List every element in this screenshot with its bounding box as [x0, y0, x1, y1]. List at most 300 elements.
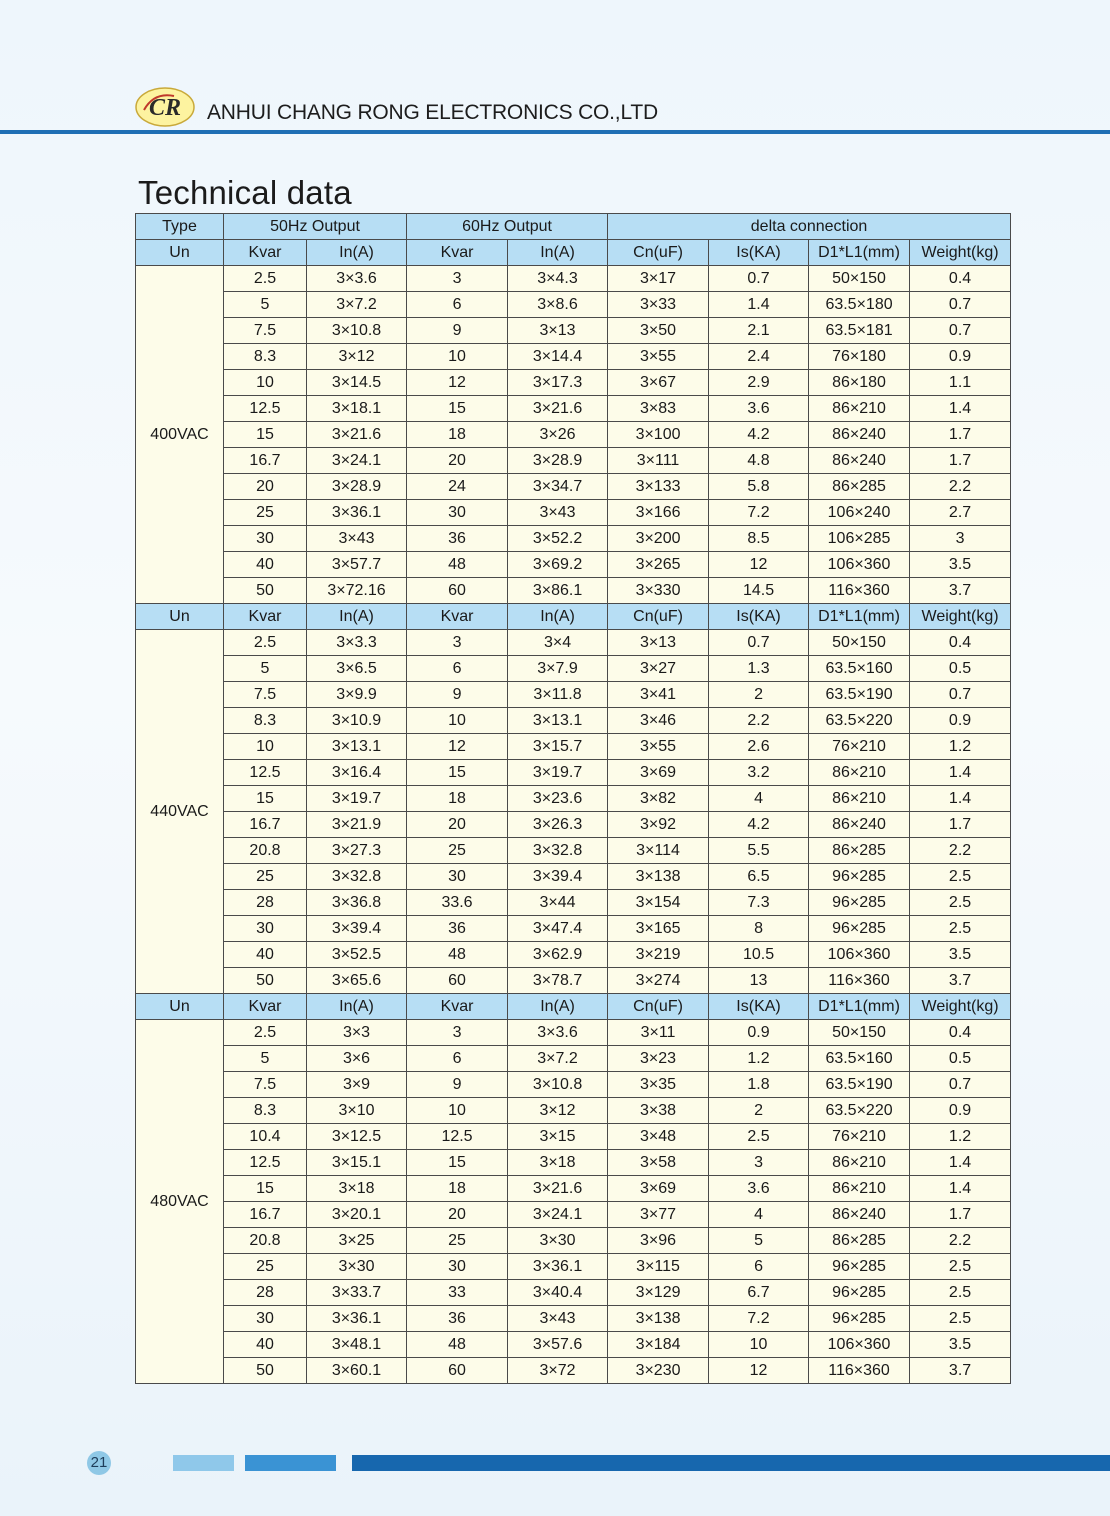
dimension-cell: 106×360	[809, 942, 910, 968]
kvar60-cell: 18	[407, 1176, 508, 1202]
in60-cell: 3×30	[508, 1228, 608, 1254]
kvar50-cell: 15	[224, 786, 307, 812]
page-number: 21	[87, 1451, 111, 1475]
weight-cell: 2.5	[910, 890, 1011, 916]
kvar50-cell: 8.3	[224, 344, 307, 370]
in60-cell: 3×32.8	[508, 838, 608, 864]
dimension-cell: 50×150	[809, 266, 910, 292]
kvar60-cell: 10	[407, 1098, 508, 1124]
kvar50-cell: 10.4	[224, 1124, 307, 1150]
table-row	[136, 630, 1011, 656]
kvar60-cell: 12.5	[407, 1124, 508, 1150]
table-row	[136, 1306, 1011, 1332]
is-header: Is(KA)	[709, 240, 809, 266]
weight-header: Weight(kg)	[910, 604, 1011, 630]
kvar50-header: Kvar	[224, 604, 307, 630]
table-row	[136, 708, 1011, 734]
dimension-cell: 86×285	[809, 474, 910, 500]
kvar50-cell: 25	[224, 864, 307, 890]
in50-cell: 3×18	[307, 1176, 407, 1202]
kvar50-cell: 5	[224, 292, 307, 318]
kvar60-cell: 20	[407, 1202, 508, 1228]
dimension-cell: 96×285	[809, 916, 910, 942]
in60-cell: 3×28.9	[508, 448, 608, 474]
table-row	[136, 890, 1011, 916]
dimension-cell: 50×150	[809, 630, 910, 656]
delta-connection-header: delta connection	[608, 214, 1011, 240]
cn-cell: 3×165	[608, 916, 709, 942]
is-cell: 3.6	[709, 396, 809, 422]
cn-cell: 3×27	[608, 656, 709, 682]
cn-cell: 3×38	[608, 1098, 709, 1124]
weight-cell: 2.5	[910, 1306, 1011, 1332]
table-row	[136, 1098, 1011, 1124]
in50-cell: 3×10.8	[307, 318, 407, 344]
kvar50-cell: 15	[224, 422, 307, 448]
in50-header: In(A)	[307, 994, 407, 1020]
weight-cell: 0.4	[910, 630, 1011, 656]
column-header-row	[136, 994, 1011, 1020]
dimension-cell: 86×210	[809, 1150, 910, 1176]
is-cell: 1.2	[709, 1046, 809, 1072]
in50-cell: 3×13.1	[307, 734, 407, 760]
cn-cell: 3×100	[608, 422, 709, 448]
cn-header: Cn(uF)	[608, 240, 709, 266]
is-cell: 4.2	[709, 812, 809, 838]
is-cell: 14.5	[709, 578, 809, 604]
kvar50-cell: 10	[224, 370, 307, 396]
dimension-cell: 63.5×220	[809, 1098, 910, 1124]
is-header: Is(KA)	[709, 604, 809, 630]
dimension-cell: 86×285	[809, 1228, 910, 1254]
in60-cell: 3×24.1	[508, 1202, 608, 1228]
in60-cell: 3×7.2	[508, 1046, 608, 1072]
weight-header: Weight(kg)	[910, 240, 1011, 266]
kvar50-cell: 25	[224, 1254, 307, 1280]
is-cell: 2.2	[709, 708, 809, 734]
in60-cell: 3×3.6	[508, 1020, 608, 1046]
kvar50-cell: 16.7	[224, 448, 307, 474]
in60-cell: 3×4	[508, 630, 608, 656]
cn-cell: 3×138	[608, 1306, 709, 1332]
cn-cell: 3×48	[608, 1124, 709, 1150]
weight-cell: 1.1	[910, 370, 1011, 396]
kvar60-cell: 25	[407, 1228, 508, 1254]
in60-cell: 3×34.7	[508, 474, 608, 500]
cn-cell: 3×219	[608, 942, 709, 968]
is-cell: 0.7	[709, 266, 809, 292]
in60-header: In(A)	[508, 994, 608, 1020]
is-cell: 10.5	[709, 942, 809, 968]
dimension-cell: 76×210	[809, 1124, 910, 1150]
kvar60-cell: 30	[407, 1254, 508, 1280]
kvar60-cell: 60	[407, 1358, 508, 1384]
kvar60-cell: 18	[407, 786, 508, 812]
in60-cell: 3×13.1	[508, 708, 608, 734]
is-cell: 4	[709, 786, 809, 812]
in60-header: In(A)	[508, 604, 608, 630]
table-row	[136, 760, 1011, 786]
hz50-header: 50Hz Output	[224, 214, 407, 240]
dimension-cell: 76×210	[809, 734, 910, 760]
kvar60-cell: 3	[407, 630, 508, 656]
dimension-cell: 50×150	[809, 1020, 910, 1046]
kvar60-cell: 60	[407, 968, 508, 994]
in50-cell: 3×20.1	[307, 1202, 407, 1228]
in50-cell: 3×72.16	[307, 578, 407, 604]
kvar60-cell: 25	[407, 838, 508, 864]
table-row	[136, 968, 1011, 994]
in50-cell: 3×21.9	[307, 812, 407, 838]
weight-cell: 1.2	[910, 734, 1011, 760]
in50-cell: 3×3.6	[307, 266, 407, 292]
is-cell: 0.7	[709, 630, 809, 656]
dimension-cell: 106×240	[809, 500, 910, 526]
in50-cell: 3×36.1	[307, 1306, 407, 1332]
kvar60-cell: 6	[407, 656, 508, 682]
is-cell: 2.4	[709, 344, 809, 370]
dimension-cell: 96×285	[809, 1306, 910, 1332]
kvar50-cell: 20.8	[224, 838, 307, 864]
kvar60-cell: 30	[407, 864, 508, 890]
cn-header: Cn(uF)	[608, 604, 709, 630]
weight-cell: 3.5	[910, 552, 1011, 578]
in50-cell: 3×10.9	[307, 708, 407, 734]
table-row	[136, 1202, 1011, 1228]
kvar60-cell: 36	[407, 916, 508, 942]
kvar50-cell: 28	[224, 890, 307, 916]
table-row	[136, 838, 1011, 864]
kvar50-cell: 40	[224, 1332, 307, 1358]
table-row	[136, 1280, 1011, 1306]
dimension-cell: 96×285	[809, 864, 910, 890]
is-cell: 2	[709, 682, 809, 708]
kvar50-cell: 12.5	[224, 760, 307, 786]
kvar60-cell: 20	[407, 812, 508, 838]
dimension-cell: 86×210	[809, 786, 910, 812]
table-row	[136, 1020, 1011, 1046]
dimension-cell: 86×240	[809, 812, 910, 838]
table-row	[136, 1332, 1011, 1358]
weight-cell: 0.5	[910, 656, 1011, 682]
weight-cell: 2.5	[910, 1254, 1011, 1280]
table-row	[136, 942, 1011, 968]
is-cell: 4.8	[709, 448, 809, 474]
in60-cell: 3×15	[508, 1124, 608, 1150]
in60-cell: 3×26.3	[508, 812, 608, 838]
is-cell: 8	[709, 916, 809, 942]
is-cell: 6.7	[709, 1280, 809, 1306]
table-row	[136, 552, 1011, 578]
in50-cell: 3×19.7	[307, 786, 407, 812]
cn-cell: 3×166	[608, 500, 709, 526]
is-cell: 6.5	[709, 864, 809, 890]
is-cell: 2.1	[709, 318, 809, 344]
in60-cell: 3×52.2	[508, 526, 608, 552]
page-header	[0, 0, 1110, 136]
kvar50-cell: 7.5	[224, 682, 307, 708]
kvar60-header: Kvar	[407, 604, 508, 630]
dimension-cell: 106×360	[809, 552, 910, 578]
in60-cell: 3×47.4	[508, 916, 608, 942]
dimension-header: D1*L1(mm)	[809, 240, 910, 266]
in60-cell: 3×72	[508, 1358, 608, 1384]
cn-cell: 3×13	[608, 630, 709, 656]
weight-cell: 1.7	[910, 448, 1011, 474]
kvar50-cell: 28	[224, 1280, 307, 1306]
in60-cell: 3×39.4	[508, 864, 608, 890]
in50-cell: 3×48.1	[307, 1332, 407, 1358]
cn-header: Cn(uF)	[608, 994, 709, 1020]
cn-cell: 3×55	[608, 734, 709, 760]
in50-cell: 3×60.1	[307, 1358, 407, 1384]
table-row	[136, 1254, 1011, 1280]
cn-cell: 3×114	[608, 838, 709, 864]
in60-cell: 3×13	[508, 318, 608, 344]
weight-cell: 1.4	[910, 760, 1011, 786]
table-row	[136, 656, 1011, 682]
table-row	[136, 916, 1011, 942]
table-row	[136, 1124, 1011, 1150]
kvar50-cell: 2.5	[224, 1020, 307, 1046]
kvar50-cell: 12.5	[224, 396, 307, 422]
weight-cell: 0.7	[910, 292, 1011, 318]
un-header: Un	[136, 240, 224, 266]
voltage-label: 400VAC	[136, 266, 224, 604]
kvar50-cell: 5	[224, 1046, 307, 1072]
is-cell: 8.5	[709, 526, 809, 552]
in50-cell: 3×21.6	[307, 422, 407, 448]
dimension-cell: 86×240	[809, 422, 910, 448]
in50-cell: 3×9.9	[307, 682, 407, 708]
kvar50-cell: 15	[224, 1176, 307, 1202]
in60-cell: 3×14.4	[508, 344, 608, 370]
weight-cell: 1.7	[910, 1202, 1011, 1228]
is-cell: 2.9	[709, 370, 809, 396]
in60-cell: 3×69.2	[508, 552, 608, 578]
kvar50-cell: 40	[224, 552, 307, 578]
weight-cell: 3.7	[910, 968, 1011, 994]
table-row	[136, 448, 1011, 474]
weight-header: Weight(kg)	[910, 994, 1011, 1020]
kvar60-cell: 3	[407, 1020, 508, 1046]
dimension-cell: 86×210	[809, 396, 910, 422]
in50-cell: 3×27.3	[307, 838, 407, 864]
in50-cell: 3×3.3	[307, 630, 407, 656]
cn-cell: 3×154	[608, 890, 709, 916]
kvar50-cell: 8.3	[224, 708, 307, 734]
dimension-cell: 63.5×160	[809, 656, 910, 682]
weight-cell: 3.7	[910, 1358, 1011, 1384]
footer-bar-dark	[352, 1455, 1110, 1471]
kvar50-cell: 8.3	[224, 1098, 307, 1124]
in50-cell: 3×32.8	[307, 864, 407, 890]
weight-cell: 0.4	[910, 1020, 1011, 1046]
table-row	[136, 292, 1011, 318]
kvar50-cell: 50	[224, 578, 307, 604]
cn-cell: 3×138	[608, 864, 709, 890]
in50-cell: 3×28.9	[307, 474, 407, 500]
in60-cell: 3×43	[508, 500, 608, 526]
in50-cell: 3×15.1	[307, 1150, 407, 1176]
kvar50-cell: 7.5	[224, 1072, 307, 1098]
weight-cell: 3.5	[910, 942, 1011, 968]
dimension-cell: 116×360	[809, 578, 910, 604]
kvar60-cell: 48	[407, 942, 508, 968]
kvar60-cell: 18	[407, 422, 508, 448]
cn-cell: 3×23	[608, 1046, 709, 1072]
is-cell: 3.2	[709, 760, 809, 786]
in50-cell: 3×52.5	[307, 942, 407, 968]
weight-cell: 0.7	[910, 1072, 1011, 1098]
is-cell: 12	[709, 1358, 809, 1384]
weight-cell: 0.4	[910, 266, 1011, 292]
weight-cell: 3.5	[910, 1332, 1011, 1358]
cn-cell: 3×111	[608, 448, 709, 474]
kvar50-cell: 30	[224, 916, 307, 942]
dimension-cell: 86×285	[809, 838, 910, 864]
voltage-label: 480VAC	[136, 1020, 224, 1384]
in60-cell: 3×40.4	[508, 1280, 608, 1306]
company-name: ANHUI CHANG RONG ELECTRONICS CO.,LTD	[207, 101, 658, 124]
table-row	[136, 318, 1011, 344]
in50-cell: 3×3	[307, 1020, 407, 1046]
in60-cell: 3×57.6	[508, 1332, 608, 1358]
weight-cell: 0.7	[910, 682, 1011, 708]
in60-cell: 3×18	[508, 1150, 608, 1176]
page-title: Technical data	[138, 174, 352, 211]
cn-cell: 3×230	[608, 1358, 709, 1384]
in50-cell: 3×14.5	[307, 370, 407, 396]
is-cell: 1.4	[709, 292, 809, 318]
cn-cell: 3×11	[608, 1020, 709, 1046]
table-row	[136, 526, 1011, 552]
kvar60-cell: 9	[407, 682, 508, 708]
is-cell: 5	[709, 1228, 809, 1254]
is-cell: 7.2	[709, 1306, 809, 1332]
cn-cell: 3×69	[608, 1176, 709, 1202]
kvar60-cell: 33.6	[407, 890, 508, 916]
kvar60-cell: 60	[407, 578, 508, 604]
kvar50-cell: 2.5	[224, 630, 307, 656]
column-header-row	[136, 240, 1011, 266]
kvar60-cell: 10	[407, 708, 508, 734]
cn-cell: 3×129	[608, 1280, 709, 1306]
is-cell: 7.2	[709, 500, 809, 526]
is-header: Is(KA)	[709, 994, 809, 1020]
table-row	[136, 1046, 1011, 1072]
dimension-cell: 63.5×180	[809, 292, 910, 318]
cn-cell: 3×133	[608, 474, 709, 500]
weight-cell: 1.4	[910, 1176, 1011, 1202]
dimension-cell: 96×285	[809, 1254, 910, 1280]
kvar50-cell: 30	[224, 526, 307, 552]
in50-header: In(A)	[307, 604, 407, 630]
in50-cell: 3×12	[307, 344, 407, 370]
table-row	[136, 500, 1011, 526]
in60-cell: 3×7.9	[508, 656, 608, 682]
dimension-cell: 76×180	[809, 344, 910, 370]
weight-cell: 1.7	[910, 422, 1011, 448]
in60-cell: 3×15.7	[508, 734, 608, 760]
table-row	[136, 812, 1011, 838]
is-cell: 1.3	[709, 656, 809, 682]
group-header-row	[136, 214, 1011, 240]
in50-cell: 3×36.8	[307, 890, 407, 916]
un-header: Un	[136, 994, 224, 1020]
weight-cell: 2.5	[910, 1280, 1011, 1306]
in50-cell: 3×6.5	[307, 656, 407, 682]
kvar50-cell: 20	[224, 474, 307, 500]
kvar50-cell: 25	[224, 500, 307, 526]
kvar50-cell: 12.5	[224, 1150, 307, 1176]
weight-cell: 0.9	[910, 344, 1011, 370]
dimension-cell: 63.5×160	[809, 1046, 910, 1072]
kvar60-cell: 10	[407, 344, 508, 370]
in60-cell: 3×43	[508, 1306, 608, 1332]
table-row	[136, 422, 1011, 448]
cn-cell: 3×41	[608, 682, 709, 708]
in60-cell: 3×21.6	[508, 1176, 608, 1202]
is-cell: 2.6	[709, 734, 809, 760]
cn-cell: 3×17	[608, 266, 709, 292]
dimension-cell: 96×285	[809, 890, 910, 916]
kvar60-cell: 30	[407, 500, 508, 526]
type-header: Type	[136, 214, 224, 240]
kvar50-header: Kvar	[224, 994, 307, 1020]
cn-cell: 3×184	[608, 1332, 709, 1358]
kvar60-cell: 6	[407, 1046, 508, 1072]
kvar60-cell: 15	[407, 760, 508, 786]
table-row	[136, 1176, 1011, 1202]
in50-cell: 3×9	[307, 1072, 407, 1098]
in60-cell: 3×36.1	[508, 1254, 608, 1280]
technical-data-table	[135, 213, 1011, 1384]
in60-cell: 3×10.8	[508, 1072, 608, 1098]
weight-cell: 1.2	[910, 1124, 1011, 1150]
in50-cell: 3×57.7	[307, 552, 407, 578]
kvar60-cell: 12	[407, 734, 508, 760]
in50-cell: 3×12.5	[307, 1124, 407, 1150]
dimension-cell: 116×360	[809, 1358, 910, 1384]
table-row	[136, 344, 1011, 370]
table-row	[136, 682, 1011, 708]
table-row	[136, 266, 1011, 292]
is-cell: 5.5	[709, 838, 809, 864]
cn-cell: 3×265	[608, 552, 709, 578]
dimension-cell: 63.5×190	[809, 682, 910, 708]
dimension-cell: 86×210	[809, 760, 910, 786]
is-cell: 12	[709, 552, 809, 578]
is-cell: 7.3	[709, 890, 809, 916]
kvar60-cell: 6	[407, 292, 508, 318]
kvar50-cell: 7.5	[224, 318, 307, 344]
weight-cell: 1.4	[910, 786, 1011, 812]
un-header: Un	[136, 604, 224, 630]
dimension-cell: 86×240	[809, 448, 910, 474]
is-cell: 2	[709, 1098, 809, 1124]
in60-cell: 3×8.6	[508, 292, 608, 318]
kvar50-cell: 30	[224, 1306, 307, 1332]
in60-cell: 3×62.9	[508, 942, 608, 968]
dimension-cell: 86×180	[809, 370, 910, 396]
in60-cell: 3×26	[508, 422, 608, 448]
cn-cell: 3×50	[608, 318, 709, 344]
company-logo	[134, 86, 196, 128]
kvar60-cell: 36	[407, 1306, 508, 1332]
is-cell: 4.2	[709, 422, 809, 448]
weight-cell: 1.4	[910, 396, 1011, 422]
